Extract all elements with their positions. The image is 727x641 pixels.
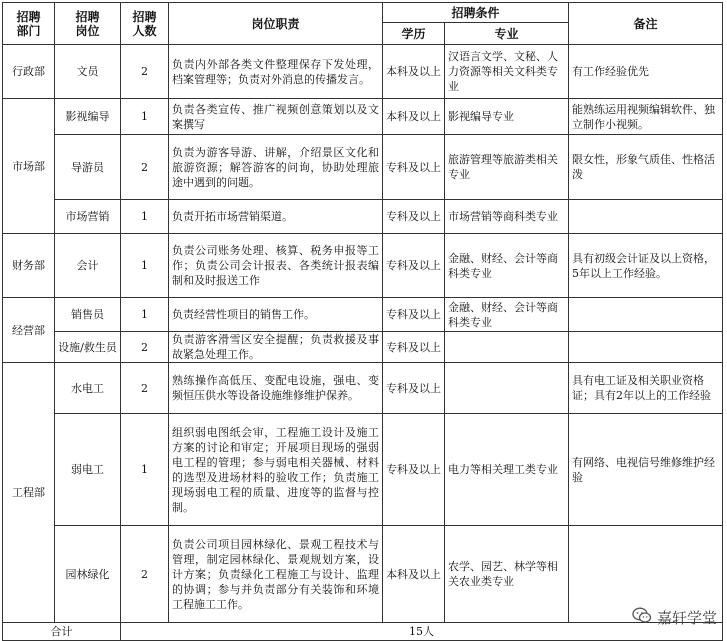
recruitment-table xyxy=(2,2,723,641)
remark-cell: 有网络、电视信号维修维护经验 xyxy=(569,414,723,526)
position-cell: 导游员 xyxy=(55,135,121,200)
count-cell: 2 xyxy=(121,135,169,200)
count-cell: 1 xyxy=(121,298,169,332)
duties-cell: 组织弱电图纸会审，工程施工设计及施工方案的讨论和审定；开展项目现场的强弱电工程的管理；参与弱电相关器械、材料的选型及进场材料的验收工作；负责施工现场弱电工程的质量、进度等的监督与控制。 xyxy=(169,414,383,526)
education-cell: 专科及以上 xyxy=(383,298,445,332)
total-row xyxy=(3,623,723,641)
count-cell: 2 xyxy=(121,363,169,414)
header-position: 招聘 岗位 xyxy=(55,3,121,45)
header-count: 招聘 人数 xyxy=(121,3,169,45)
duties-cell: 负责经营性项目的销售工作。 xyxy=(169,298,383,332)
position-cell: 文员 xyxy=(55,45,121,99)
table-row xyxy=(3,332,723,363)
dept-cell: 市场部 xyxy=(3,99,55,234)
header-major: 专业 xyxy=(445,23,569,45)
dept-cell: 财务部 xyxy=(3,234,55,298)
header-duties: 岗位职责 xyxy=(169,3,383,45)
table-row xyxy=(3,200,723,234)
duties-cell: 负责为游客导游、讲解，介绍景区文化和旅游资源；解答游客的问询，协助处理旅途中遇到的问题。 xyxy=(169,135,383,200)
total-value: 15人 xyxy=(121,623,723,641)
education-cell: 专科及以上 xyxy=(383,363,445,414)
dept-cell: 经营部 xyxy=(3,298,55,363)
watermark-text: 嘉轩学堂 xyxy=(656,609,717,627)
header-dept: 招聘 部门 xyxy=(3,3,55,45)
major-cell: 影视编导专业 xyxy=(445,99,569,135)
duties-cell: 熟练操作高低压、变配电设施，强电、变频恒压供水等设备设施维修维护保养。 xyxy=(169,363,383,414)
education-cell: 专科及以上 xyxy=(383,200,445,234)
count-cell: 1 xyxy=(121,200,169,234)
remark-cell: 有工作经验优先 xyxy=(569,45,723,99)
duties-cell: 负责公司账务处理、核算、税务申报等工作；负责公司会计报表、各类统计报表编制和及时报送工作 xyxy=(169,234,383,298)
remark-cell xyxy=(569,332,723,363)
table-row xyxy=(3,135,723,200)
header-education: 学历 xyxy=(383,23,445,45)
count-cell: 1 xyxy=(121,234,169,298)
major-cell xyxy=(445,363,569,414)
position-cell: 园林绿化 xyxy=(55,526,121,623)
education-cell: 本科及以上 xyxy=(383,526,445,623)
header-conditions: 招聘条件 xyxy=(383,3,569,23)
table-row xyxy=(3,298,723,332)
table-row xyxy=(3,45,723,99)
header-remarks: 备注 xyxy=(569,3,723,45)
dept-cell: 工程部 xyxy=(3,363,55,623)
duties-cell: 负责内外部各类文件整理保存下发处理，档案管理等；负责对外消息的传播发言。 xyxy=(169,45,383,99)
major-cell: 农学、园艺、林学等相关农业类专业 xyxy=(445,526,569,623)
major-cell xyxy=(445,332,569,363)
remark-cell: 具有初级会计证及以上资格，5年以上工作经验。 xyxy=(569,234,723,298)
position-cell: 弱电工 xyxy=(55,414,121,526)
count-cell: 2 xyxy=(121,332,169,363)
table-row xyxy=(3,99,723,135)
table-row xyxy=(3,234,723,298)
duties-cell: 负责开拓市场营销渠道。 xyxy=(169,200,383,234)
education-cell: 专科及以上 xyxy=(383,332,445,363)
remark-cell xyxy=(569,200,723,234)
remark-cell: 具有电工证及相关职业资格证；具有2年以上的工作经验 xyxy=(569,363,723,414)
count-cell: 1 xyxy=(121,99,169,135)
dept-cell: 行政部 xyxy=(3,45,55,99)
remark-cell xyxy=(569,298,723,332)
major-cell: 市场营销等商科类专业 xyxy=(445,200,569,234)
duties-cell: 负责各类宣传、推广视频创意策划以及文案撰写 xyxy=(169,99,383,135)
education-cell: 本科及以上 xyxy=(383,45,445,99)
education-cell: 专科及以上 xyxy=(383,135,445,200)
duties-cell: 负责游客滑雪区安全提醒；负责救援及事故紧急处理工作。 xyxy=(169,332,383,363)
education-cell: 专科及以上 xyxy=(383,414,445,526)
table-row xyxy=(3,526,723,623)
position-cell: 会计 xyxy=(55,234,121,298)
wechat-icon xyxy=(632,607,657,628)
count-cell: 1 xyxy=(121,414,169,526)
table-row xyxy=(3,414,723,526)
remark-cell: 能熟练运用视频编辑软件、独立制作小视频。 xyxy=(569,99,723,135)
major-cell: 汉语言文学、文秘、人力资源等相关文科类专业 xyxy=(445,45,569,99)
position-cell: 设施/救生员 xyxy=(55,332,121,363)
total-label: 合计 xyxy=(3,623,121,641)
duties-cell: 负责公司项目园林绿化、景观工程技术与管理，制定园林绿化、景观规划方案，设计方案；负责绿化工程施工与设计、监理的协调；参与并负责部分有关装饰和环境工程施工工作。 xyxy=(169,526,383,623)
education-cell: 专科及以上 xyxy=(383,234,445,298)
remark-cell: 限女性，形象气质佳、性格活泼 xyxy=(569,135,723,200)
major-cell: 旅游管理等旅游类相关专业 xyxy=(445,135,569,200)
major-cell: 金融、财经、会计等商科类专业 xyxy=(445,234,569,298)
count-cell: 2 xyxy=(121,45,169,99)
position-cell: 影视编导 xyxy=(55,99,121,135)
count-cell: 2 xyxy=(121,526,169,623)
position-cell: 市场营销 xyxy=(55,200,121,234)
position-cell: 销售员 xyxy=(55,298,121,332)
table-row xyxy=(3,363,723,414)
major-cell: 电力等相关理工类专业 xyxy=(445,414,569,526)
watermark xyxy=(632,607,717,628)
header-row xyxy=(3,3,723,23)
education-cell: 本科及以上 xyxy=(383,99,445,135)
major-cell: 金融、财经、会计等商科类专业 xyxy=(445,298,569,332)
position-cell: 水电工 xyxy=(55,363,121,414)
